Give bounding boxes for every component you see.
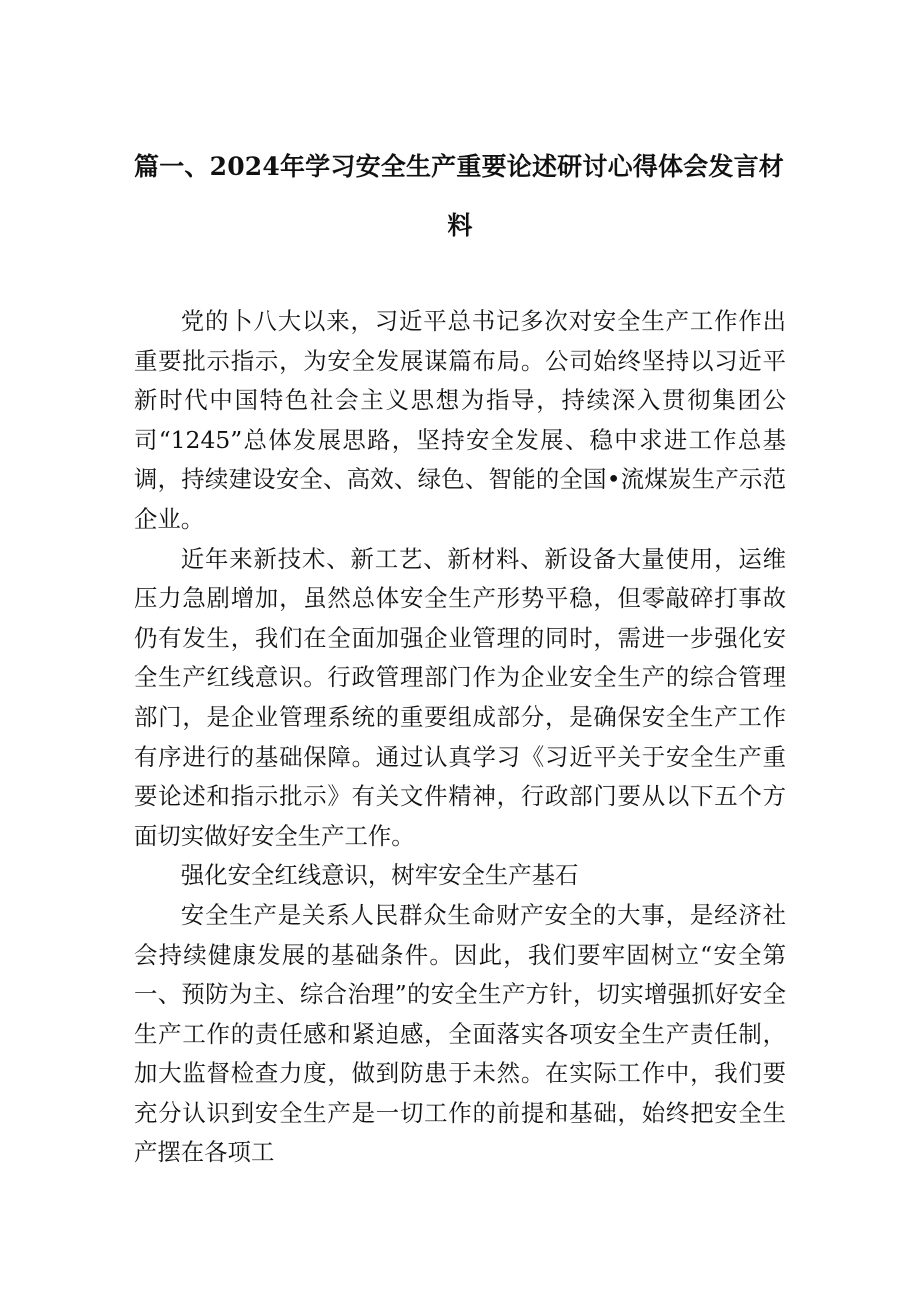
body-paragraph-1: 党的卜八大以来，习近平总书记多次对安全生产工作作出重要批示指示，为安全发展谋篇布局。公司始终坚持以习近平新时代中国特色社会主义思想为指导，持续深入贯彻集团公司“1245”总体发展思路，坚持安全发展、稳中求进工作总基调，持续建设安全、高效、绿色、智能的全国•流煤炭生产示范企业。	[134, 307, 786, 533]
document-title-line-1: 篇一、2024年学习安全生产重要论述研讨心得体会发言材	[134, 152, 784, 181]
document-body	[134, 302, 786, 1167]
section-heading: 强化安全红线意识，树牢安全生产基石	[180, 861, 579, 890]
body-paragraph-2: 近年来新技术、新工艺、新材料、新设备大量使用，运维压力急剧增加，虽然总体安全生产形势平稳，但零敲碎打事故仍有发生，我们在全面加强企业管理的同时，需进一步强化安全生产红线意识。行政管理部门作为企业安全生产的综合管理部门，是企业管理系统的重要组成部分，是确保安全生产工作有序进行的基础保障。通过认真学习《习近平关于安全生产重要论述和指示批示》有关文件精神，行政部门要从以下五个方面切实做好安全生产工作。	[134, 544, 786, 850]
body-paragraph-3: 安全生产是关系人民群众生命财产安全的大事，是经济社会持续健康发展的基础条件。因此，我们要牢固树立“安全第一、预防为主、综合治理”的安全生产方针，切实增强抓好安全生产工作的责任感和紧迫感，全面落实各项安全生产责任制，加大监督检查力度，做到防患于未然。在实际工作中，我们要充分认识到安全生产是一切工作的前提和基础，始终把安全生产摆在各项工	[134, 900, 786, 1167]
document-title-line-2: 料	[447, 211, 473, 240]
